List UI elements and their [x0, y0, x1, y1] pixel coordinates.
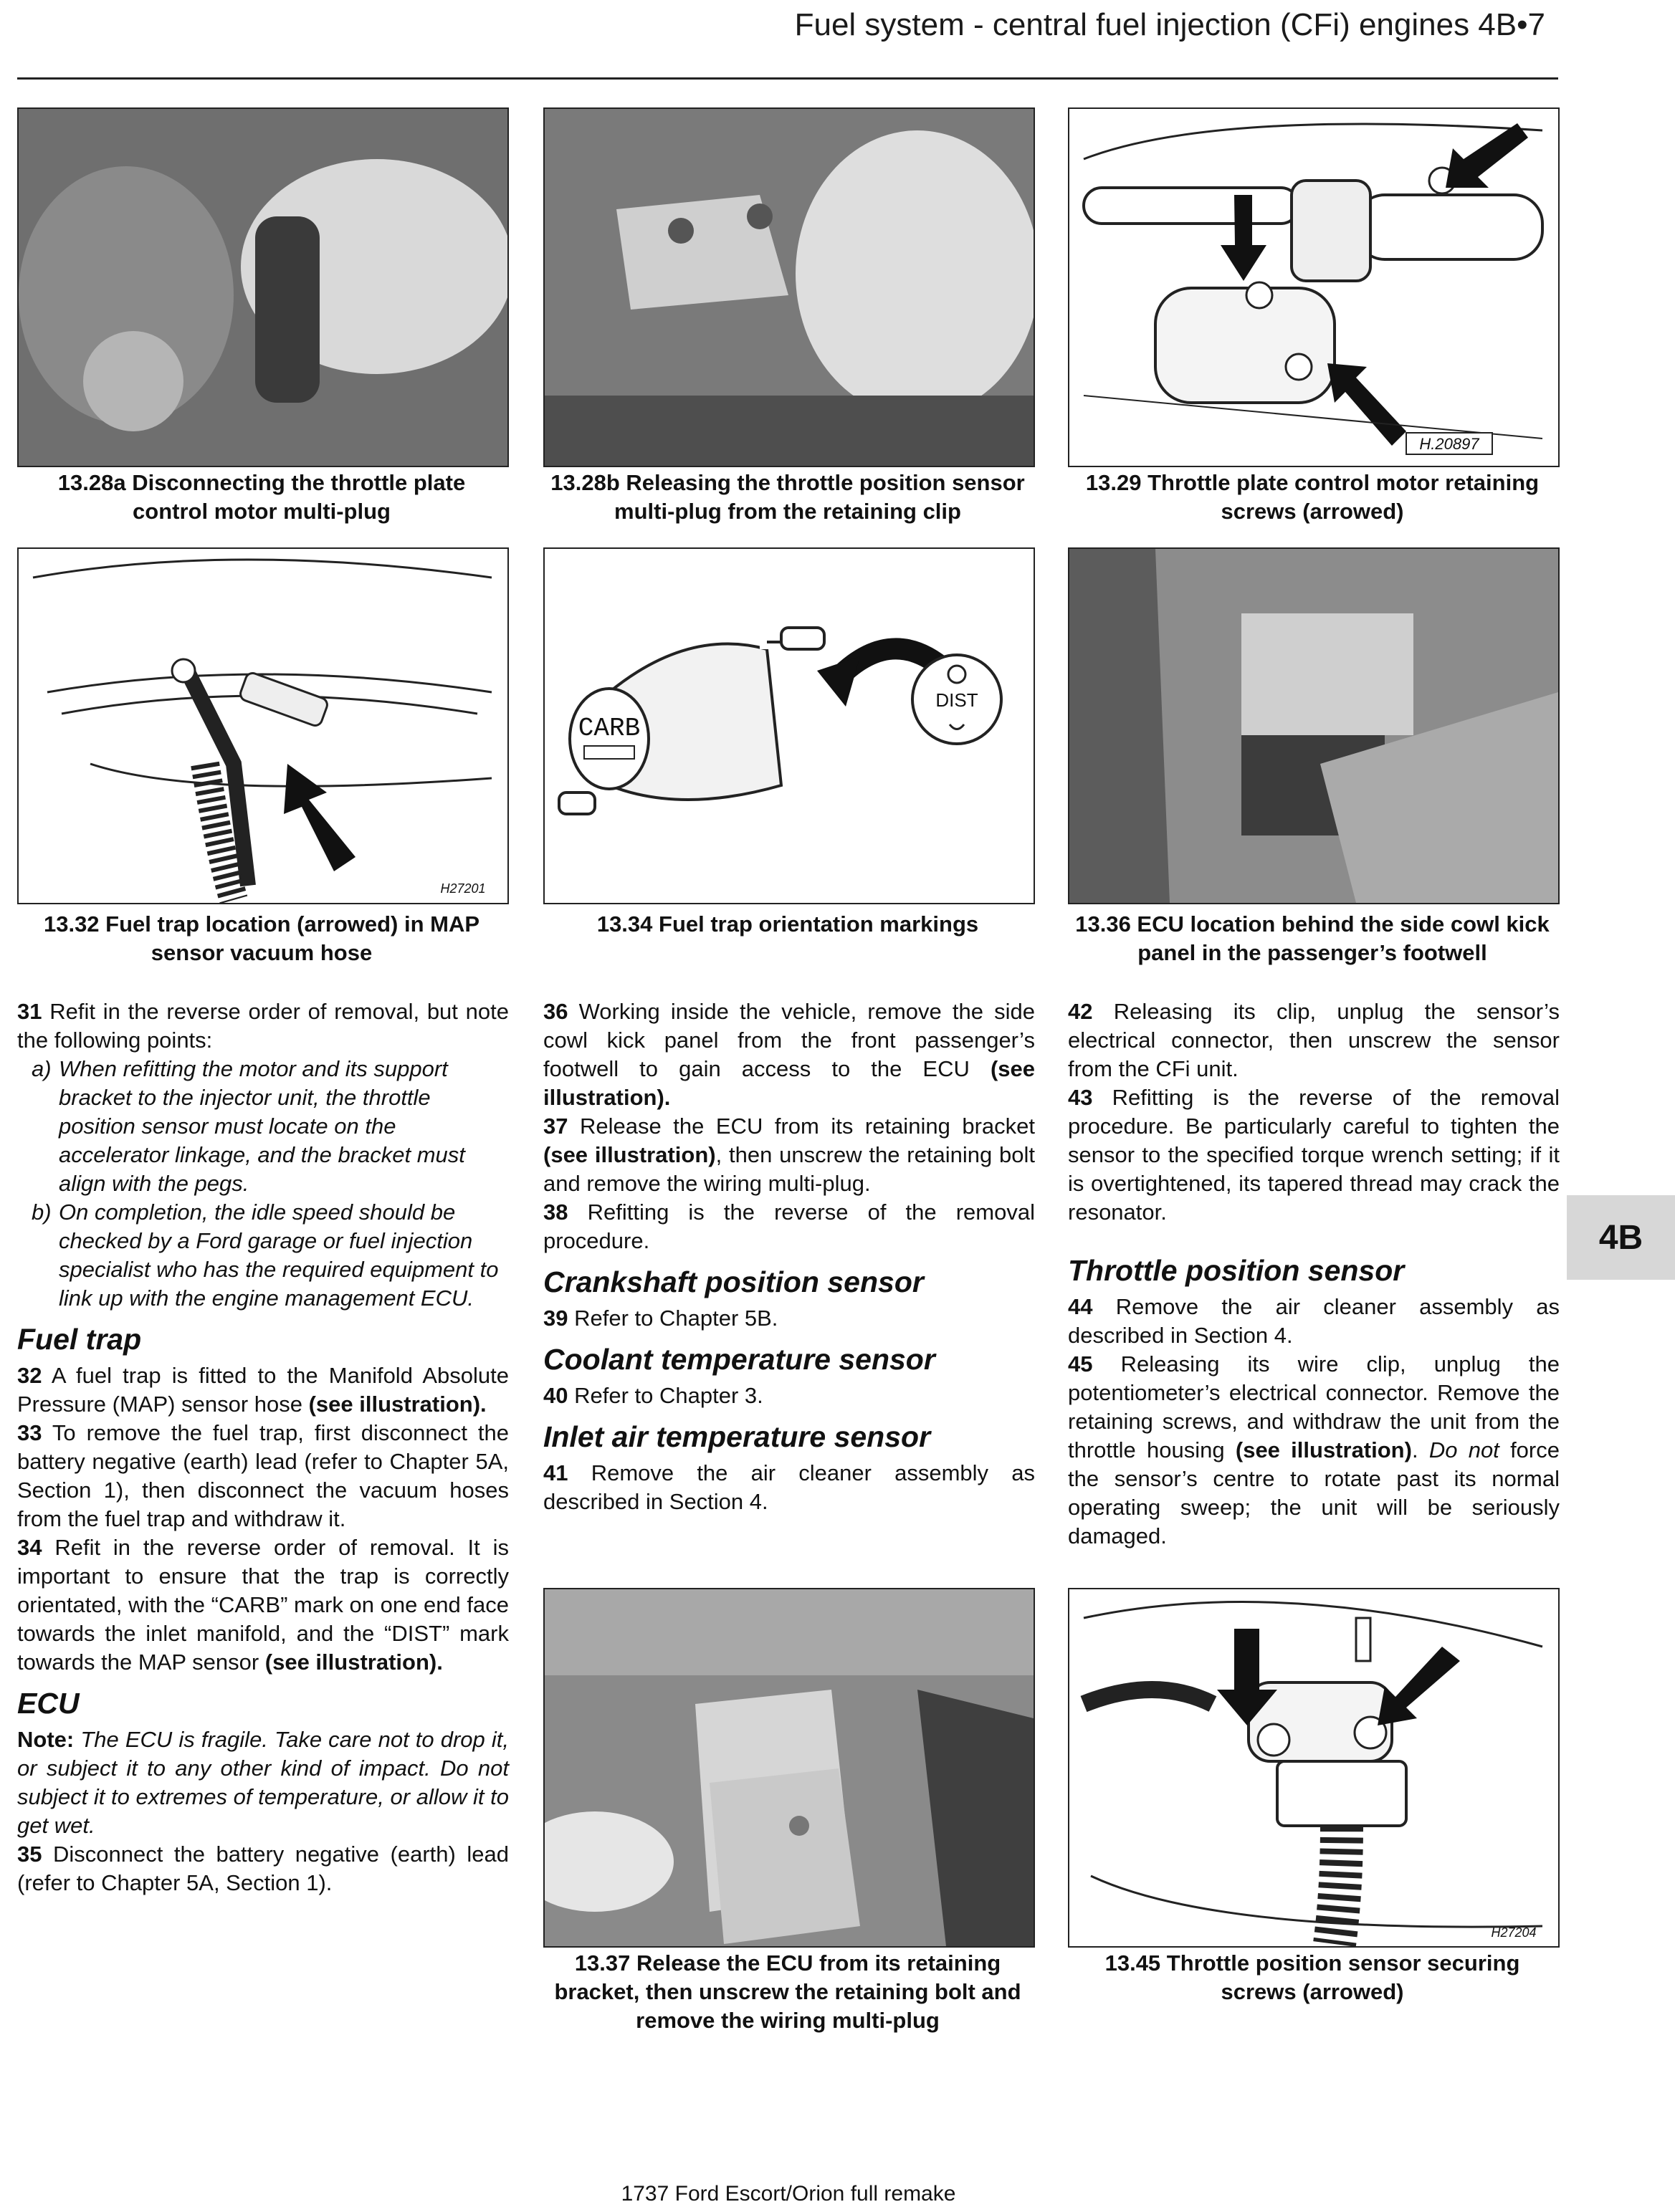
- figure-13-28b-caption: 13.28b Releasing the throttle position sensor multi-plug from the retaining clip: [550, 470, 1025, 524]
- ecu-note: Note: The ECU is fragile. Take care not to drop it, or subject it to any other kind of impact. Do not subject it to extremes of temperature, or allow it to get wet.: [17, 1727, 509, 1838]
- heading-crankshaft-position-sensor: Crankshaft position sensor: [543, 1265, 924, 1298]
- paragraph-38: 38 Refitting is the reverse of the removal procedure.: [543, 1200, 1035, 1253]
- figure-13-32-ref: H27201: [440, 881, 486, 896]
- paragraph-37: 37 Release the ECU from its retaining bracket (see illustration), then unscrew the retaining bolt and remove the wiring multi-plug.: [543, 1114, 1035, 1196]
- page-title: Fuel system - central fuel injection (CFi) engines 4B•7: [794, 7, 1545, 42]
- figure-13-36-caption: 13.36 ECU location behind the side cowl kick panel in the passenger’s footwell: [1075, 911, 1550, 965]
- text-column-1: [17, 997, 509, 1897]
- paragraph-41: 41 Remove the air cleaner assembly as described in Section 4.: [543, 1460, 1035, 1514]
- page-footer: 1737 Ford Escort/Orion full remake: [621, 2182, 956, 2206]
- figure-13-34-caption: 13.34 Fuel trap orientation markings: [596, 911, 979, 937]
- figure-13-36-photo: [1068, 547, 1560, 904]
- heading-fuel-trap: Fuel trap: [17, 1323, 142, 1356]
- fuel-trap-dist-label: DIST: [935, 689, 978, 711]
- paragraph-34: 34 Refit in the reverse order of removal. It is important to ensure that the trap is correctly orientated, with the “CARB” mark on one end face towards the inlet manifold, and the “DIST” mark towards the MAP sensor (see illustration).: [17, 1535, 510, 1675]
- figure-13-34-diagram: [543, 547, 1035, 904]
- paragraph-45: 45 Releasing its wire clip, unplug the potentiometer’s electrical connector. Remove the retaining screws, and withdraw the unit from the throttle housing (see illustration). Do not force the sensor’s centre to rotate past its normal operating sweep; the unit will be seriously damaged.: [1068, 1351, 1560, 1548]
- paragraph-35: 35 Disconnect the battery negative (earth) lead (refer to Chapter 5A, Section 1).: [17, 1842, 509, 1895]
- paragraph-32: 32 A fuel trap is fitted to the Manifold Absolute Pressure (MAP) sensor hose (see illustration).: [17, 1363, 510, 1417]
- paragraph-36: 36 Working inside the vehicle, remove the side cowl kick panel from the front passenger’s footwell to gain access to the ECU (see illustration).: [543, 999, 1035, 1110]
- paragraph-33: 33 To remove the fuel trap, first disconnect the battery negative (earth) lead (refer to Chapter 5A, Section 1), then disconnect the vacuum hoses from the fuel trap and withdraw it.: [17, 1420, 509, 1531]
- paragraph-40: 40 Refer to Chapter 3.: [543, 1383, 763, 1408]
- figure-13-29-diagram: [1068, 107, 1560, 467]
- figure-13-29-ref: H.20897: [1419, 435, 1479, 453]
- text-column-3: [1068, 997, 1560, 1551]
- paragraph-43: 43 Refitting is the reverse of the removal procedure. Be particularly careful to tighten the sensor to the specified torque wrench setting; if it is overtightened, its tapered thread may crack the resonator.: [1068, 1085, 1560, 1225]
- fuel-trap-carb-label: CARB: [578, 714, 641, 743]
- paragraph-42: 42 Releasing its clip, unplug the sensor’s electrical connector, then unscrew the sensor from the CFi unit.: [1068, 999, 1560, 1081]
- figure-13-45-ref: H27204: [1491, 1925, 1537, 1940]
- heading-ecu: ECU: [17, 1687, 80, 1720]
- chapter-tab: 4B: [1567, 1195, 1675, 1280]
- heading-coolant-temperature-sensor: Coolant temperature sensor: [543, 1343, 935, 1376]
- figure-13-28a-caption: 13.28a Disconnecting the throttle plate control motor multi-plug: [57, 470, 466, 524]
- figure-13-32-caption: 13.32 Fuel trap location (arrowed) in MAP sensor vacuum hose: [43, 911, 480, 965]
- figure-13-45-caption: 13.45 Throttle position sensor securing screws (arrowed): [1104, 1950, 1520, 2004]
- paragraph-44: 44 Remove the air cleaner assembly as described in Section 4.: [1068, 1294, 1560, 1348]
- page-header: [17, 0, 1558, 80]
- figure-13-28a-photo: [17, 107, 509, 467]
- paragraph-39: 39 Refer to Chapter 5B.: [543, 1306, 778, 1331]
- figure-13-28b-photo: [543, 107, 1035, 467]
- text-column-2: [543, 997, 1035, 1516]
- figure-13-32-diagram: [17, 547, 509, 904]
- sub-point-a: a) When refitting the motor and its support bracket to the injector unit, the throttle position sensor must locate on the accelerator linkage, and the bracket must align with the pegs.: [32, 1056, 465, 1196]
- heading-throttle-position-sensor: Throttle position sensor: [1068, 1254, 1405, 1287]
- figure-13-45-diagram: [1068, 1588, 1560, 1948]
- figure-13-37-caption: 13.37 Release the ECU from its retaining bracket, then unscrew the retaining bolt and remove the wiring multi-plug: [554, 1950, 1021, 2033]
- paragraph-31: 31 Refit in the reverse order of removal, but note the following points:: [17, 999, 509, 1053]
- figure-13-37-photo: [543, 1588, 1035, 1948]
- figure-13-29-caption: 13.29 Throttle plate control motor retaining screws (arrowed): [1085, 470, 1540, 524]
- heading-inlet-air-temperature-sensor: Inlet air temperature sensor: [543, 1420, 931, 1453]
- sub-point-b: b) On completion, the idle speed should be checked by a Ford garage or fuel injection specialist who has the required equipment to link up with the engine management ECU.: [32, 1200, 499, 1311]
